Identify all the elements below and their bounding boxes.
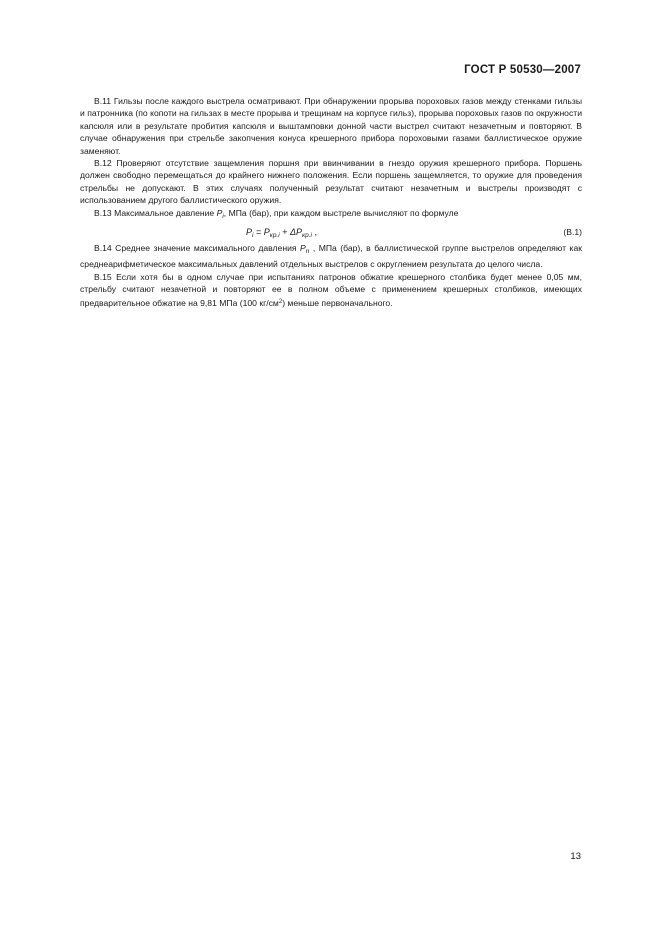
b13-text-after: , МПа (бар), при каждом выстреле вычисляют по формуле bbox=[223, 207, 459, 218]
b14-text-before: В.14 Среднее значение максимального давления bbox=[94, 243, 301, 254]
document-body bbox=[80, 95, 582, 309]
b15-superscript: 2 bbox=[278, 298, 283, 305]
formula-equals: = bbox=[253, 227, 264, 238]
formula-plus: + bbox=[279, 227, 290, 238]
paragraph-b11: В.11 Гильзы после каждого выстрела осматривают. При обнаружении прорыва пороховых газов между стенками гильзы и патронника (по копоти на гильзах в месте прорыва и трещинам на корпусе гильз), прорыва пороховых газов по окружности капсюля или в результате пробития капсюля и выштамповки донной части выстрел считают незачетным и повторяют. В случае обнаружения при стрельбе закопчения конуса крешерного прибора пороховыми газами баллистическое оружие заменяют. bbox=[80, 96, 582, 156]
b13-symbol-sub: i bbox=[222, 212, 224, 220]
paragraph-b12: В.12 Проверяют отсутствие защемления поршня при ввинчивании в гнездо оружия крешерного прибора. Поршень должен свободно перемещаться до крайнего нижнего положения. Если поршень защемляется, то оружие для проведения стрельбы не допускают. В этих случаях полученный результат считают незачетным и выстрелы производят с использованием другого баллистического оружия. bbox=[80, 158, 582, 206]
formula-number: (В.1) bbox=[563, 227, 582, 238]
page-number: 13 bbox=[570, 851, 581, 862]
b13-symbol: P bbox=[216, 207, 223, 218]
formula-lhs: P bbox=[246, 227, 253, 238]
formula-lhs-sub: i bbox=[252, 232, 254, 240]
b13-text-before: В.13 Максимальное давление bbox=[94, 207, 217, 218]
formula-end: , bbox=[311, 227, 317, 238]
formula-term1: P bbox=[263, 227, 270, 238]
b14-symbol-sub: n bbox=[305, 248, 310, 256]
document-header: ГОСТ Р 50530—2007 bbox=[464, 64, 581, 76]
paragraph-b14 bbox=[80, 242, 582, 271]
paragraph-b13 bbox=[80, 207, 582, 223]
formula-delta-term: ΔP bbox=[289, 227, 302, 238]
formula-term1-sub: кр.i bbox=[269, 232, 280, 240]
formula-b1 bbox=[80, 224, 582, 240]
formula-expression bbox=[246, 226, 317, 242]
b15-text-after: ) меньше первоначального. bbox=[282, 297, 393, 308]
b14-text-after: , МПа (бар), в баллистической группе выстрелов определяют как среднеарифметическое максимальных давлений отдельных выстрелов с округлением результата до целого числа. bbox=[80, 243, 582, 270]
formula-term2-sub: кр.i bbox=[302, 232, 312, 240]
b14-symbol: P bbox=[300, 243, 306, 254]
paragraph-b15 bbox=[80, 271, 582, 309]
b15-text-before: В.15 Если хотя бы в одном случае при испытаниях патронов обжатие крешерного столбика будет менее 0,05 мм, стрельбу считают незачетной и повторяют ее в полном объеме с применением крешерных столбиков, имеющих предварительное обжатие на 9,81 МПа (100 кг/см bbox=[80, 271, 582, 308]
